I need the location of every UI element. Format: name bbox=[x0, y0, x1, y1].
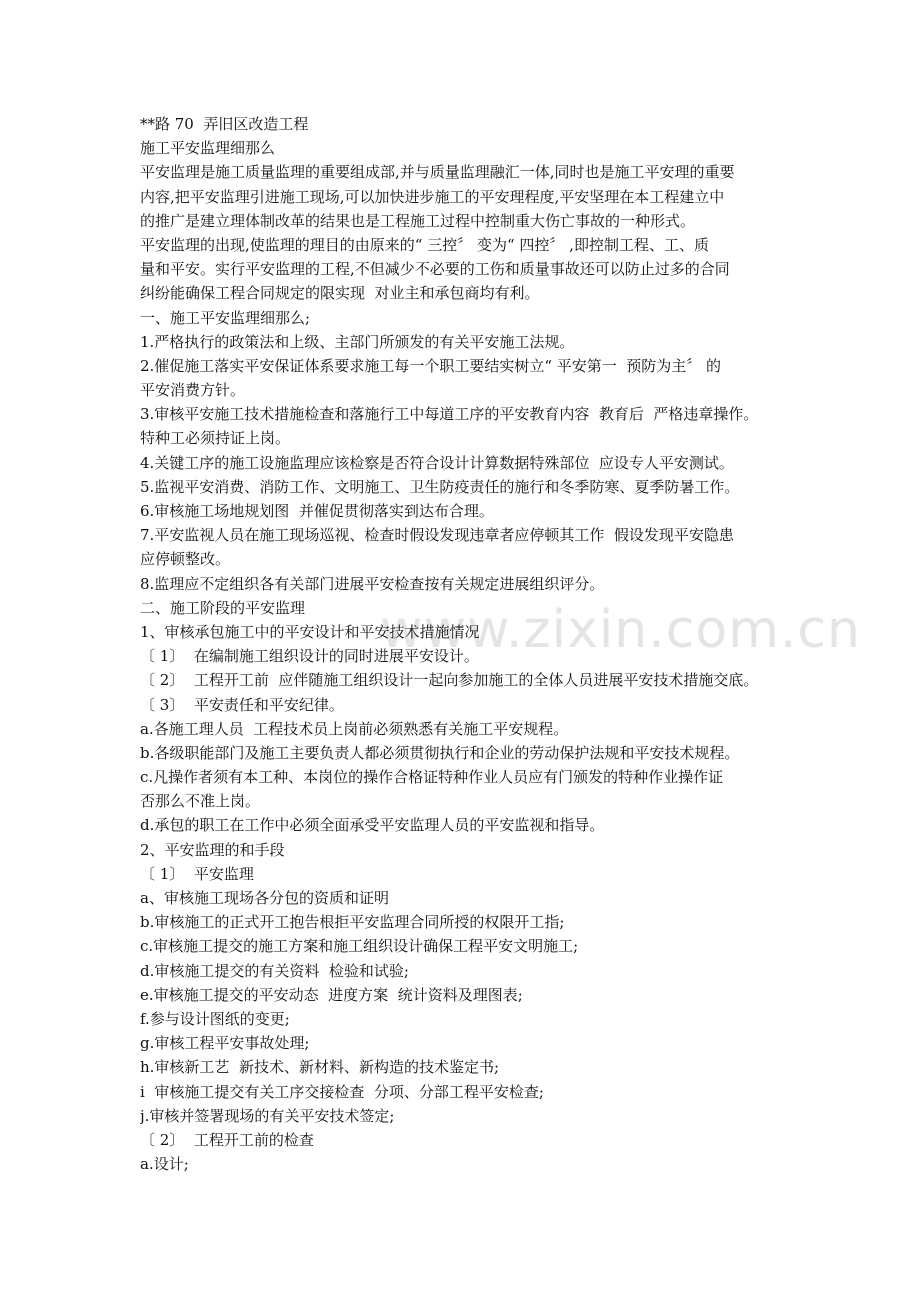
list-item: 〔 3〕 平安责任和平安纪律。 bbox=[140, 695, 344, 714]
list-item: 应停顿整改。 bbox=[140, 550, 231, 569]
watermark: www.zixin.com.cn bbox=[380, 600, 861, 660]
list-item: 5.监视平安消费、消防工作、文明施工、卫生防疫责任的施行和冬季防寒、夏季防暑工作。 bbox=[140, 477, 740, 496]
list-item: 〔 2〕 工程开工前的检查 bbox=[140, 1130, 314, 1149]
list-item: a、审核施工现场各分包的资质和证明 bbox=[140, 889, 389, 907]
list-item: 〔 1〕 平安监理 bbox=[140, 864, 254, 883]
paragraph-line: 纠纷能确保工程合同规定的限实现 对业主和承包商均有利。 bbox=[140, 284, 540, 303]
list-item: e.审核施工提交的平安动态 进度方案 统计资料及理图表; bbox=[140, 985, 523, 1004]
list-item: h.审核新工艺 新技术、新材料、新构造的技术鉴定书; bbox=[140, 1058, 500, 1077]
list-item: c.凡操作者须有本工种、本岗位的操作合格证特种作业人员应有门颁发的特种作业操作证 bbox=[140, 768, 724, 787]
subsection-heading: 2、平安监理的和手段 bbox=[140, 840, 285, 859]
list-item: 7.平安监视人员在施工现场巡视、检查时假设发现违章者应停顿其工作 假设发现平安隐患 bbox=[140, 526, 734, 545]
section-title: 施工平安监理细那么 bbox=[140, 139, 276, 158]
list-item: j.审核并签署现场的有关平安技术签定; bbox=[140, 1106, 395, 1125]
list-item: c.审核施工提交的施工方案和施工组织设计确保工程平安文明施工; bbox=[140, 937, 579, 956]
list-item: a.各施工理人员 工程技术员上岗前必须熟悉有关施工平安规程。 bbox=[140, 719, 569, 738]
section-heading: 一、施工平安监理细那么; bbox=[140, 308, 311, 327]
list-item: 1.严格执行的政策法和上级、主部门所颁发的有关平安施工法规。 bbox=[140, 332, 575, 351]
list-item: 8.监理应不定组织各有关部门进展平安检查按有关规定进展组织评分。 bbox=[140, 574, 605, 593]
list-item: b.各级职能部门及施工主要负责人都必须贯彻执行和企业的劳动保护法规和平安技术规程。 bbox=[140, 743, 740, 762]
list-item: g.审核工程平安事故处理; bbox=[140, 1034, 310, 1053]
section-heading: 二、施工阶段的平安监理 bbox=[140, 598, 306, 617]
list-item: 〔 1〕 在编制施工组织设计的同时进展平安设计。 bbox=[140, 647, 479, 666]
list-item: 特种工必须持证上岗。 bbox=[140, 429, 291, 448]
document-title: **路 70 弄旧区改造工程 bbox=[140, 115, 309, 133]
subsection-heading: 1、审核承包施工中的平安设计和平安技术措施情况 bbox=[140, 622, 480, 641]
list-item: d.承包的职工在工作中必须全面承受平安监理人员的平安监视和指导。 bbox=[140, 816, 605, 835]
list-item: i 审核施工提交有关工序交接检查 分项、分部工程平安检查; bbox=[140, 1082, 544, 1101]
list-item: a.设计; bbox=[140, 1155, 189, 1174]
paragraph-line: 平安监理的出现,使监理的理目的由原来的“ 三控〞 变为“ 四控〞 ,即控制工程、工、质 bbox=[140, 235, 709, 254]
document-body bbox=[140, 112, 820, 1176]
list-item: b.审核施工的正式开工抱告根拒平安监理合同所授的权限开工指; bbox=[140, 913, 565, 932]
list-item: 3.审核平安施工技术措施检查和落施行工中每道工序的平安教育内容 教育后 严格违章操作。 bbox=[140, 405, 759, 424]
list-item: 6.审核施工场地规划图 并催促贯彻落实到达布合理。 bbox=[140, 502, 494, 520]
list-item: 否那么不准上岗。 bbox=[140, 792, 261, 811]
paragraph-line: 量和平安。实行平安监理的工程,不但减少不必要的工伤和质量事故还可以防止过多的合同 bbox=[140, 260, 730, 279]
paragraph-line: 平安监理是施工质量监理的重要组成部,并与质量监理融汇一体,同时也是施工平安理的重要 bbox=[140, 163, 735, 182]
paragraph-line: 内容,把平安监理引进施工现场,可以加快进步施工的平安理程度,平安坚理在本工程建立中 bbox=[140, 187, 725, 206]
list-item: f.参与设计图纸的变更; bbox=[140, 1009, 290, 1028]
list-item: d.审核施工提交的有关资料 检验和试验; bbox=[140, 961, 409, 980]
list-item: 〔 2〕 工程开工前 应伴随施工组织设计一起向参加施工的全体人员进展平安技术措施交底。 bbox=[140, 671, 759, 690]
list-item: 2.催促施工落实平安保证体系要求施工每一个职工要结实树立“ 平安第一 预防为主〞 的 bbox=[140, 356, 722, 375]
list-item: 4.关键工序的施工设施监理应该检察是否符合设计计算数据特殊部位 应设专人平安测试。 bbox=[140, 453, 734, 472]
list-item: 平安消费方针。 bbox=[140, 381, 246, 400]
paragraph-line: 的推广是建立理体制改革的结果也是工程施工过程中控制重大伤亡事故的一种形式。 bbox=[140, 211, 696, 230]
